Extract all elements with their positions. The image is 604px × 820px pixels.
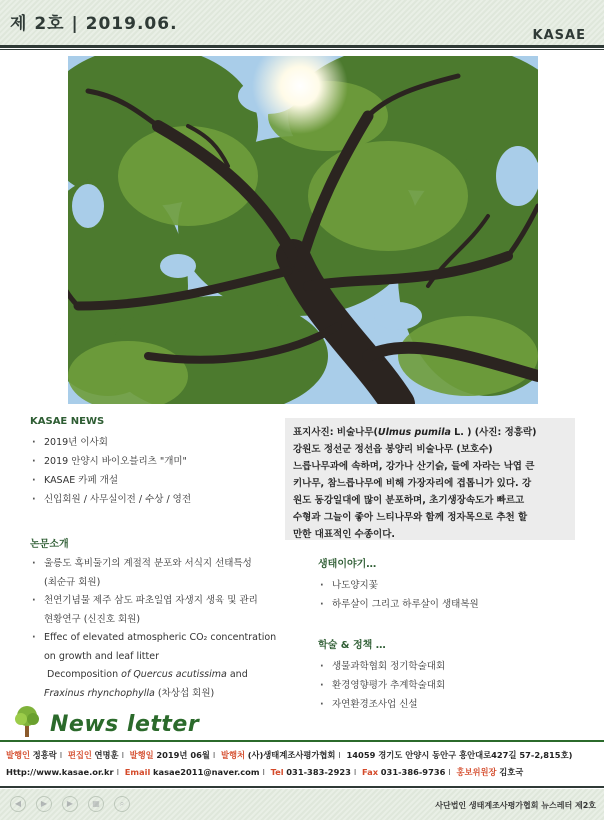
- policy-item[interactable]: · 환경영향평가 추계학술대회: [318, 676, 578, 695]
- tree-canopy-photo: [68, 56, 538, 404]
- publish-date: 2019년 06월: [156, 750, 210, 760]
- viewer-controls: [10, 796, 130, 812]
- newsletter-title: News letter: [50, 712, 200, 737]
- address: 14059 경기도 안양시 동안구 흥안대로427길 57-2,815호): [346, 750, 573, 760]
- footer-text: 사단법인 생태계조사평가협회 뉴스레터 제2호: [435, 801, 596, 810]
- policy-list: [318, 657, 578, 714]
- paper-title-line: Fraxinus rhynchophylla (차상섭 회원): [44, 687, 215, 699]
- caption-line: 강원도 정선군 정선읍 봉양리 비술나무 (보호수): [293, 444, 493, 455]
- ecology-title: 생태이야기…: [318, 559, 377, 570]
- email-link[interactable]: kasae2011@naver.com: [152, 767, 260, 777]
- caption-line: 만한 대표적인 수종이다.: [293, 529, 395, 540]
- news-list: [30, 433, 290, 509]
- contact-info: Http://www.kasae.or.kr I Email kasae2011@naver.com I Tel 031-383-2923 I Fax 031-386-9736 I 홍보위원장 김호국: [6, 767, 524, 777]
- caption-line: 키나무, 참느릅나무에 비해 가장자리에 겹톱니가 있다. 강: [293, 478, 532, 489]
- caption-line: 표지사진: 비술나무(Ulmus pumila L. ) (사진: 정흥락): [293, 427, 537, 438]
- cover-caption: [285, 418, 575, 540]
- cover-photo: [68, 56, 538, 404]
- news-item[interactable]: · 2019년 이사회: [30, 433, 290, 452]
- paper-item[interactable]: · 울릉도 흑비둘기의 계절적 분포와 서식지 선태특성: [30, 555, 300, 574]
- caption-line: 원도 동강일대에 많이 분포하며, 초기생장속도가 빠르고: [293, 495, 525, 506]
- news-item[interactable]: · 신입회원 / 사무실이전 / 수상 / 영전: [30, 490, 290, 509]
- email-label: Email: [124, 767, 151, 777]
- issue-number: 제 2호 | 2019.06.: [10, 14, 178, 34]
- caption-line: 느릅나무과에 속하며, 강가나 산기슭, 들에 자라는 낙엽 큰: [293, 461, 535, 472]
- pr-label: 홍보위원장: [456, 767, 497, 777]
- paper-title-line: on growth and leaf litter: [44, 650, 159, 662]
- ecology-list: [318, 576, 578, 614]
- policy-title: 학술 & 정책 …: [318, 640, 386, 651]
- policy-item[interactable]: · 생물과학협회 정기학술대회: [318, 657, 578, 676]
- tel-label: Tel: [270, 767, 284, 777]
- news-item[interactable]: · KASAE 카페 개설: [30, 471, 290, 490]
- play-icon[interactable]: ▶: [36, 796, 52, 812]
- tree-icon: [12, 704, 42, 738]
- paper-title-line: Decomposition of Quercus acutissima and: [47, 669, 248, 680]
- paper-item[interactable]: · Effec of elevated atmospheric CO₂ concentration: [30, 629, 300, 648]
- papers-section: [30, 535, 300, 703]
- papers-list: [30, 555, 300, 574]
- grid-icon[interactable]: ▦: [88, 796, 104, 812]
- caption-line: 수형과 그늘이 좋아 느티나무와 함께 정자목으로 추천 할: [293, 512, 528, 523]
- date-label: 발행일: [129, 750, 154, 760]
- policy-item[interactable]: · 자연환경조사업 신설: [318, 695, 578, 714]
- publisher-info: 발행인 정흥락 I 편집인 연명훈 I 발행일 2019년 06월 I 발행처 (사)생태계조사평가협회 I 14059 경기도 안양시 동안구 흥안대로427길 57-2,815호): [6, 750, 573, 760]
- news-item[interactable]: · 2019 안양시 바이오블리츠 "개미": [30, 452, 290, 471]
- news-title: KASAE NEWS: [30, 416, 105, 427]
- zoom-icon[interactable]: ⌕: [114, 796, 130, 812]
- back-icon[interactable]: ◀: [10, 796, 26, 812]
- kasae-logo: KASAE: [532, 28, 586, 43]
- editor-name: 연명훈: [94, 750, 119, 760]
- publisher-label: 발행인: [6, 750, 31, 760]
- org-label: 발행처: [221, 750, 246, 760]
- papers-title: 논문소개: [30, 539, 69, 550]
- editor-label: 편집인: [67, 750, 92, 760]
- paper-author: 현황연구 (신진호 회원): [44, 613, 141, 625]
- paper-item[interactable]: · 천연기념물 제주 삼도 파초일엽 자생지 생육 및 관리: [30, 592, 300, 611]
- ecology-item[interactable]: · 하루살이 그리고 하루살이 생태복원: [318, 595, 578, 614]
- fax-number: 031-386-9736: [380, 767, 446, 777]
- fax-label: Fax: [362, 767, 379, 777]
- publisher-name: 정흥락: [32, 750, 57, 760]
- pr-name: 김호국: [499, 767, 524, 777]
- website-link[interactable]: Http://www.kasae.or.kr: [6, 767, 114, 777]
- tel-number: 031-383-2923: [286, 767, 351, 777]
- paper-author: (최순규 회원): [44, 576, 101, 588]
- ecology-section: [318, 555, 578, 614]
- header-divider-thin: [0, 49, 604, 50]
- ecology-item[interactable]: · 나도양지꽃: [318, 576, 578, 595]
- header-divider: [0, 45, 604, 48]
- policy-section: [318, 636, 578, 714]
- footer-divider: [0, 786, 604, 788]
- forward-icon[interactable]: ▶: [62, 796, 78, 812]
- org-name: (사)생태계조사평가협회: [247, 750, 336, 760]
- kasae-news-section: [30, 416, 290, 509]
- newsletter-divider: [0, 740, 604, 742]
